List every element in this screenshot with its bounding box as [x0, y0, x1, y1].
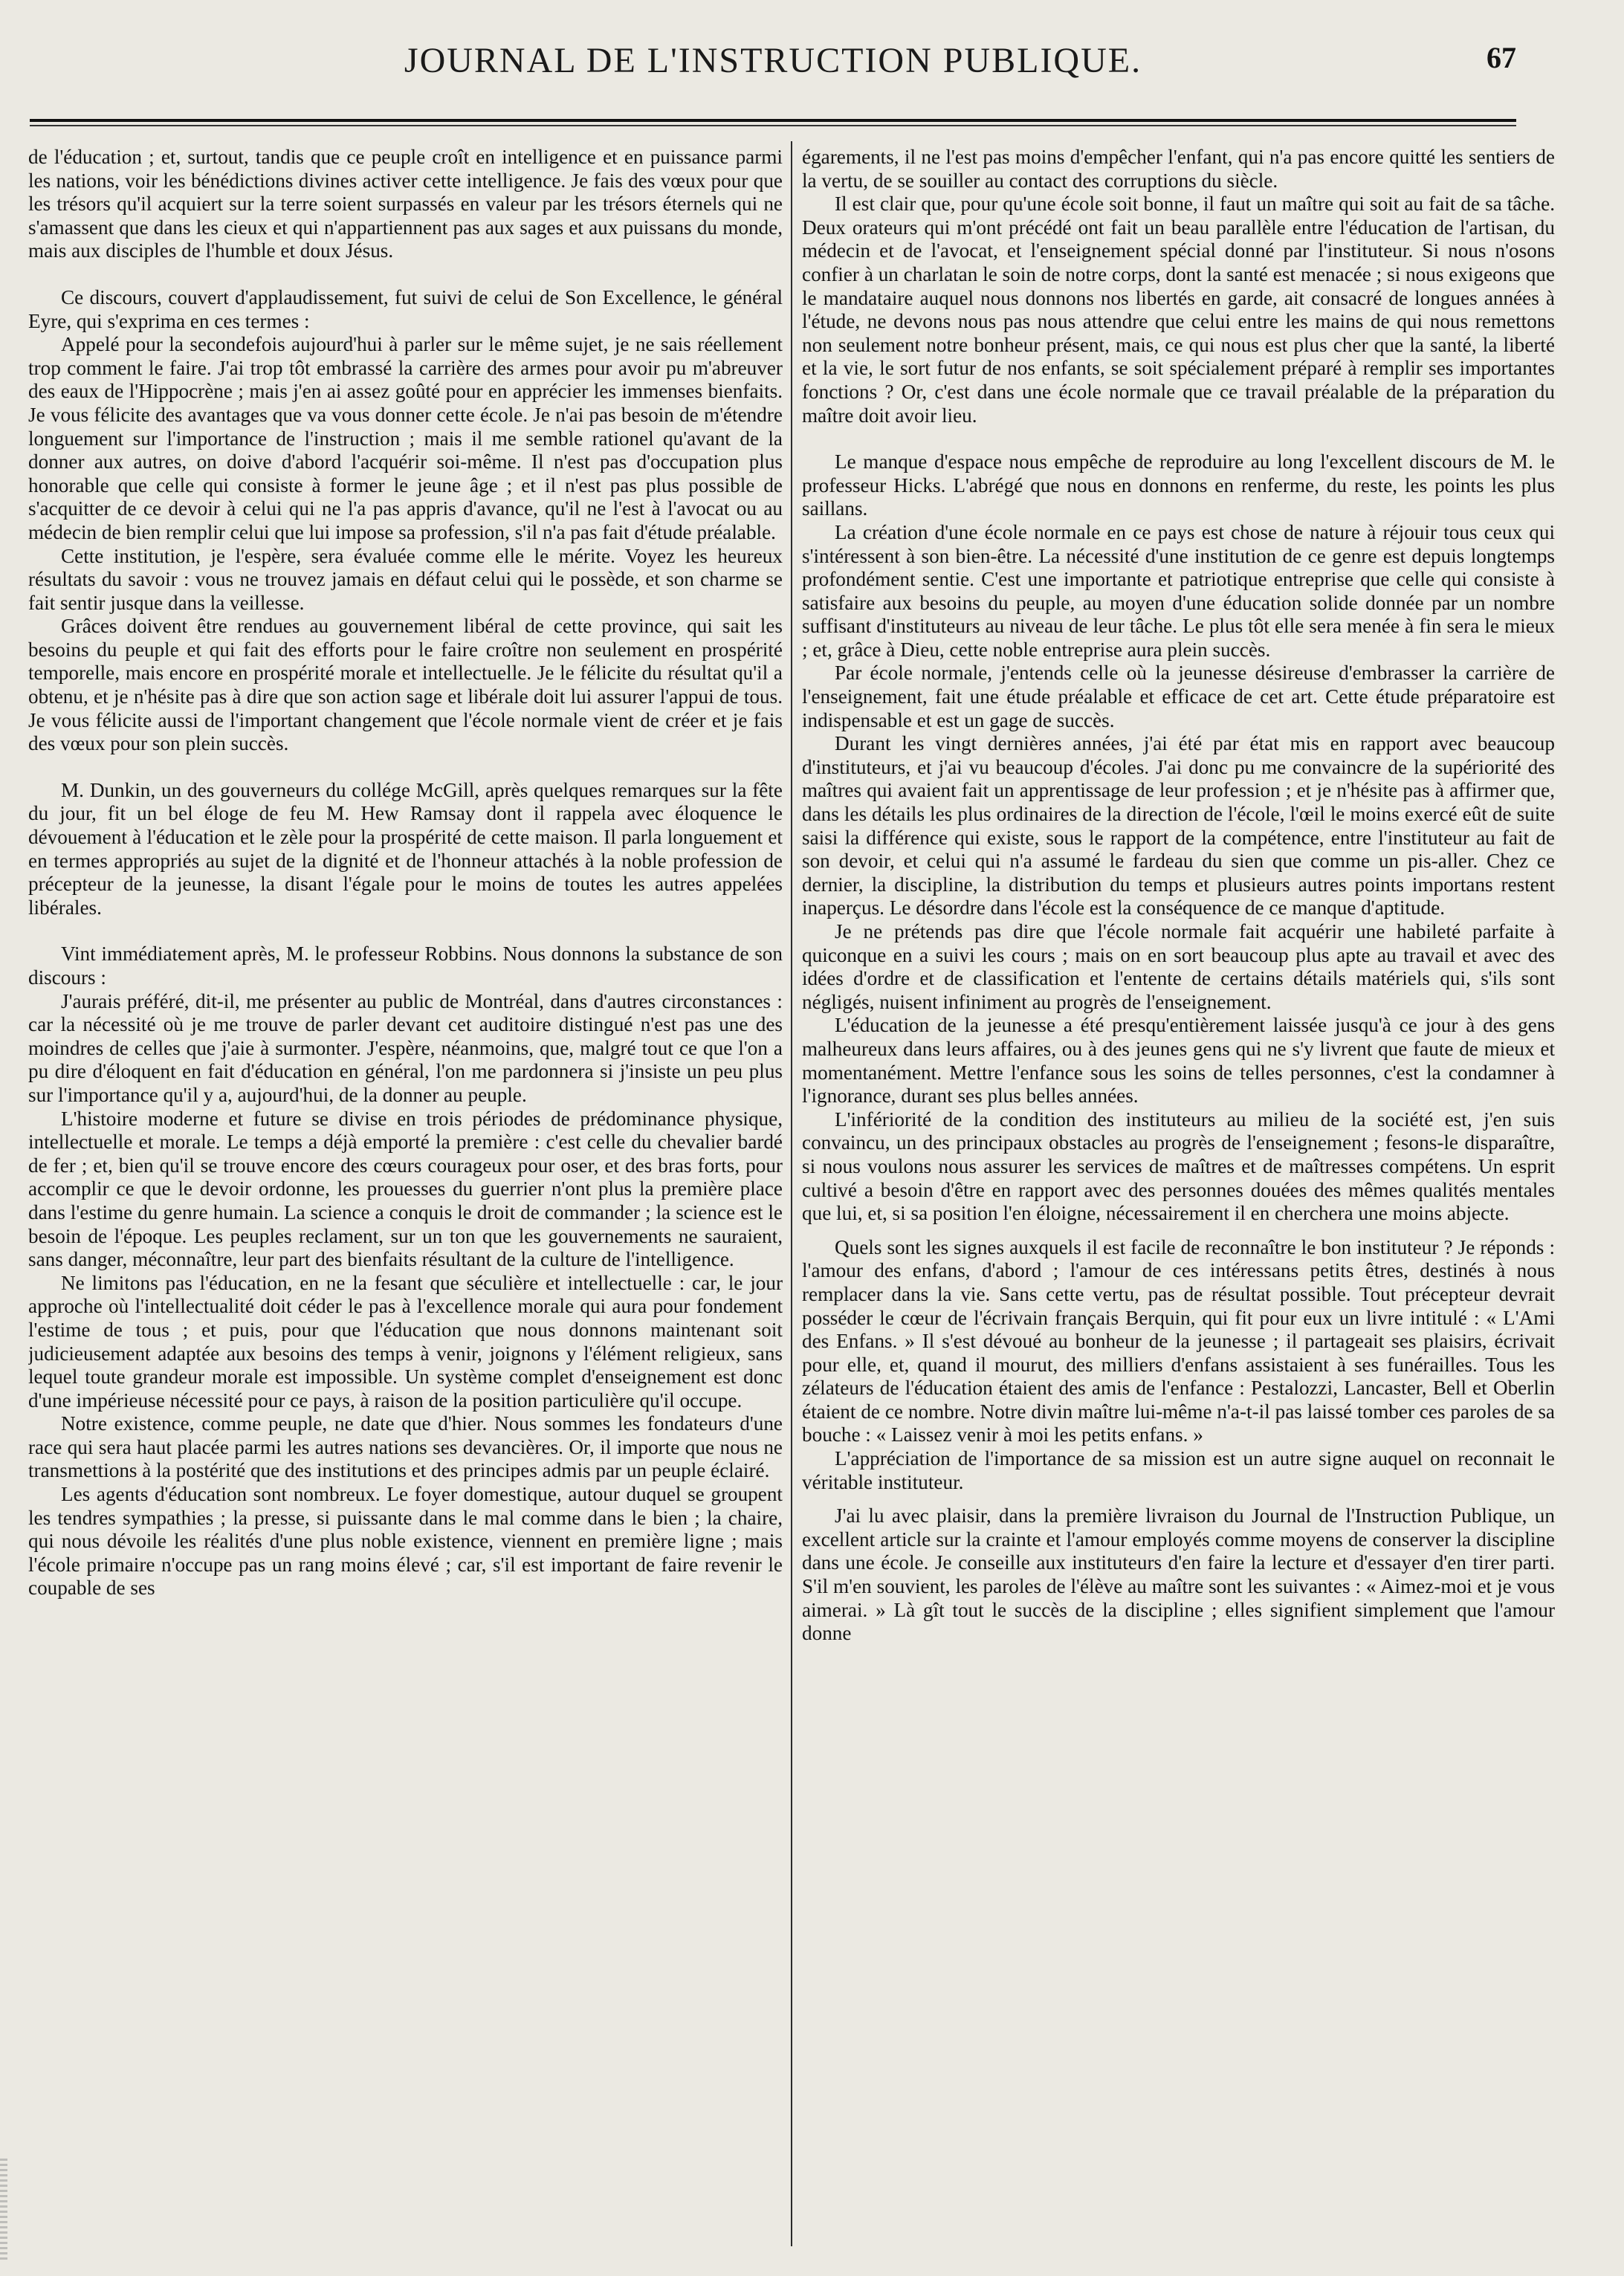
paragraph: Notre existence, comme peuple, ne date que d'hier. Nous sommes les fondateurs d'une race qui sera haut placée parmi les autres nations ses devancières. Or, il importe que nous ne transmettions à la postérité que des institutions et des principes admis par un peuple éclairé. [28, 1412, 783, 1482]
paragraph: J'aurais préféré, dit-il, me présenter au public de Montréal, dans d'autres circonstances : car la nécessité où je me trouve de parler devant cet auditoire distingué n'est pas une des moindres de celles que j'aie à surmonter. J'espère, néanmoins, que, malgré tout ce que l'on a pu dire d'éloquent en fait d'éducation en général, l'on me pardonnera si j'insiste un peu plus sur l'importance qu'il y a, aujourd'hui, de la donner au peuple. [28, 989, 783, 1106]
header-rule-thin [30, 125, 1516, 126]
header-rule-thick [30, 119, 1516, 122]
paragraph: Durant les vingt dernières années, j'ai été par état mis en rapport avec beaucoup d'instituteurs, et j'ai vu beaucoup d'écoles. J'ai donc pu me convaincre de la supériorité des maîtres qui avaient fait un apprentissage de leur profession ; et je n'hésite pas à affirmer que, dans les détails les plus ordinaires de la direction de l'école, l'œil le moins exercé eût de suite saisi la différence qui existe, sous le rapport de la compétence, entre l'instituteur au fait de son devoir, et celui qui n'a assumé le fardeau du sien que comme un pis-aller. Chez ce dernier, la discipline, la distribution du temps et plusieurs autres points importans restent inaperçus. Le désordre dans l'école est la conséquence de ce manque d'aptitude. [802, 732, 1555, 919]
paragraph: Ce discours, couvert d'applaudissement, fut suivi de celui de Son Excellence, le général Eyre, qui s'exprima en ces termes : [28, 285, 783, 332]
paragraph: L'éducation de la jeunesse a été presqu'entièrement laissée jusqu'à ce jour à des gens malheureux dans leurs affaires, ou à des jeunes gens qui ne s'y livrent que faute de mieux et momentanément. Mettre l'enfance sous les soins de telles personnes, c'est la condamner à l'ignorance, durant ses plus belles années. [802, 1014, 1555, 1108]
paragraph: Par école normale, j'entends celle où la jeunesse désireuse d'embrasser la carrière de l'enseignement, fait une étude préalable et efficace de cet art. Cette étude préparatoire est indispensable et est un gage de succès. [802, 662, 1555, 731]
paragraph: de l'éducation ; et, surtout, tandis que ce peuple croît en intelligence et en puissance parmi les nations, voir les bénédictions divines activer cette intelligence. Je fais des vœux pour que les trésors qu'il acquiert sur la terre soient surpassés en valeur par les trésors éternels qui ne s'amassent que dans les cieux et qui n'appartiennent pas aux sages et aux puissans du monde, mais aux disciples de l'humble et doux Jésus. [28, 146, 783, 262]
paragraph: L'appréciation de l'importance de sa mission est un autre signe auquel on reconnait le véritable instituteur. [802, 1447, 1555, 1493]
paragraph: Appelé pour la secondefois aujourd'hui à parler sur le même sujet, je ne sais réellement trop comment le faire. J'ai trop tôt embrassé la carrière des armes pour avoir pu m'abreuver des eaux de l'Hippocrène ; mais j'en ai assez goûté pour en apprécier les immenses bienfaits. Je vous félicite des avantages que va vous donner cette école. Je n'ai pas besoin de m'étendre longuement sur l'importance de l'instruction ; mais il me semble rationel qu'avant de la donner aux autres, on doive d'abord l'acquérir soi-même. Il n'est pas d'occupation plus honorable que celle qui consiste à former le jeune âge ; et il n'est pas plus possible de s'acquitter de ce devoir à celui qui ne l'a pas appris d'avance, qu'il ne l'est à l'avocat ou au médecin de bien remplir celui que lui impose sa profession, s'il n'a pas fait d'étude préalable. [28, 333, 783, 543]
paragraph: Quels sont les signes auxquels il est facile de reconnaître le bon instituteur ? Je réponds : l'amour des enfans, d'abord ; l'amour de ces intéressans petits êtres, destinés à nous remplacer dans la vie. Sans cette vertu, pas de résultat possible. Tout précepteur devrait posséder le cœur de l'écrivain français Berquin, qui fit pour eux un livre intitulé : « L'Ami des Enfans. » Il s'est dévoué au bonheur de la jeunesse ; il partageait ses plaisirs, écrivait pour elle, et, quand il mourut, des milliers d'enfans assistaient à ses funérailles. Tous les zélateurs de l'éducation étaient des amis de l'enfance : Pestalozzi, Lancaster, Bell et Oberlin étaient de ce nombre. Notre divin maître lui-même n'a-t-il pas laissé tomber ces paroles de sa bouche : « Laissez venir à moi les petits enfans. » [802, 1235, 1555, 1446]
paragraph: Les agents d'éducation sont nombreux. Le foyer domestique, autour duquel se groupent les tendres sympathies ; la presse, si puissante dans le mal comme dans le bien ; la chaire, qui nous dévoile les réalités d'une plus noble existence, viennent en première ligne ; mais l'école primaire n'occupe pas un rang moins élevé ; car, s'il est important de faire revenir le coupable de ses [28, 1483, 783, 1600]
paragraph: Le manque d'espace nous empêche de reproduire au long l'excellent discours de M. le professeur Hicks. L'abrégé que nous en donnons en renferme, du reste, les points les plus saillans. [802, 450, 1555, 520]
paragraph: J'ai lu avec plaisir, dans la première livraison du Journal de l'Instruction Publique, un excellent article sur la crainte et l'amour employés comme moyens de conserver la discipline dans une école. Je conseille aux instituteurs d'en faire la lecture et d'essayer d'en tirer parti. S'il m'en souvient, les paroles de l'élève au maître sont les suivantes : « Aimez-moi et je vous aimerai. » Là gît tout le succès de la discipline ; elles signifient simplement que l'amour donne [802, 1504, 1555, 1645]
paragraph: égarements, il ne l'est pas moins d'empêcher l'enfant, qui n'a pas encore quitté les sentiers de la vertu, de se souiller au contact des corruptions du siècle. [802, 146, 1555, 192]
paragraph: Ne limitons pas l'éducation, en ne la fesant que séculière et intellectuelle : car, le jour approche où l'intellectualité doit céder le pas à l'excellence morale qui aura pour fondement l'estime de tous ; et puis, pour que l'éducation que nous donnons maintenant soit judicieusement adaptée aux besoins des temps à venir, joignons y l'élément religieux, sans lequel toute grandeur morale est impossible. Un système complet d'enseignement est donc d'une impérieuse nécessité pour ce pays, à raison de la position particulière qu'il occupe. [28, 1271, 783, 1412]
journal-title: JOURNAL DE L'INSTRUCTION PUBLIQUE. [404, 41, 1142, 80]
paragraph: Grâces doivent être rendues au gouvernement libéral de cette province, qui sait les besoins du peuple et qui fait des efforts pour le faire croître non seulement en prospérité temporelle, mais encore en prospérité morale et intellectuelle. Je le félicite du résultat qu'il a obtenu, et je n'hésite pas à dire que son action sage et libérale doit lui assurer l'appui de tous. Je vous félicite aussi de l'important changement que l'école normale vient de créer et je fais des vœux pour son plein succès. [28, 615, 783, 755]
paragraph: M. Dunkin, un des gouverneurs du collége McGill, après quelques remarques sur la fête du jour, fit un bel éloge de feu M. Hew Ramsay dont il rappela avec éloquence le dévouement à l'éducation et le zèle pour la prospérité de cette maison. Il parla longuement et en termes appropriés au sujet de la dignité et de l'honneur attachés à la noble profession de précepteur de la jeunesse, la disant l'égale pour le moins de toutes les autres appelées libérales. [28, 778, 783, 919]
page-number: 67 [1486, 41, 1516, 74]
paragraph: Vint immédiatement après, M. le professeur Robbins. Nous donnons la substance de son discours : [28, 943, 783, 989]
paragraph: L'histoire moderne et future se divise en trois périodes de prédominance physique, intellectuelle et morale. Le temps a déjà emporté la première : c'est celle du chevalier bardé de fer ; et, bien qu'il se trouve encore des cœurs courageux pour oser, et des bras forts, pour accomplir ce que le devoir ordonne, les prouesses du guerrier n'ont plus la première place dans l'estime du genre humain. La science a conquis le droit de commander ; la science est le besoin de l'époque. Les peuples reclament, sur un ton que les gouvernements ne sauraient, sans danger, méconnaître, leur part des bienfaits résultant de la culture de l'intelligence. [28, 1107, 783, 1271]
paragraph: La création d'une école normale en ce pays est chose de nature à réjouir tous ceux qui s'intéressent à son bien-être. La nécessité d'une institution de ce genre est depuis longtemps profondément sentie. C'est une importante et patriotique entreprise que celle qui consiste à satisfaire aux besoins du peuple, au moyen d'une éducation solide donnée par un nombre suffisant d'instituteurs au niveau de leur tâche. Le plus tôt elle sera menée à fin sera le mieux ; et, grâce à Dieu, cette noble entreprise aura plein succès. [802, 520, 1555, 661]
right-column [802, 146, 1555, 2242]
scan-edge-artifact [0, 2156, 7, 2260]
paragraph: L'infériorité de la condition des instituteurs au milieu de la société est, j'en suis convaincu, un des principaux obstacles au progrès de l'enseignement ; fesons-le disparaître, si nous voulons nous assurer les services de maîtres et de maîtresses compétens. Un esprit cultivé a besoin d'être en rapport avec des personnes douées des mêmes qualités mentales que lui, et, si sa position l'en éloigne, nécessairement il en cherchera une moins abjecte. [802, 1108, 1555, 1225]
column-divider [791, 141, 792, 2246]
paragraph: Cette institution, je l'espère, sera évaluée comme elle le mérite. Voyez les heureux résultats du savoir : vous ne trouvez jamais en défaut celui qui le possède, et son charme se fait sentir jusque dans la veillesse. [28, 544, 783, 614]
page-header [30, 40, 1516, 85]
left-column [28, 146, 783, 2242]
paragraph: Il est clair que, pour qu'une école soit bonne, il faut un maître qui soit au fait de sa tâche. Deux orateurs qui m'ont précédé ont fait un beau parallèle entre l'éducation de l'artisan, du médecin et de l'avocat, et l'enseignement spécial donné par l'instituteur. Si nous n'osons confier à un charlatan le soin de notre corps, dont la santé est menacée ; si nous exigeons que le mandataire auquel nous donnons nos libertés en garde, ait consacré de longues années à l'étude, ne devons nous pas nous attendre que celui entre les mains de qui nous remettons non seulement notre bonheur présent, mais, ce qui nous est plus cher que la santé, la liberté et la vie, le sort futur de nos enfants, se soit spécialement préparé à remplir ses importantes fonctions ? Or, c'est dans une école normale que ce travail préalable de la préparation du maître doit avoir lieu. [802, 193, 1555, 427]
paragraph: Je ne prétends pas dire que l'école normale fait acquérir une habileté parfaite à quiconque en a suivi les cours ; mais on en sort beaucoup plus apte au travail et avec des idées d'ordre et de classification et l'entente de certains détails matériels qui, s'ils sont négligés, nuisent infiniment au progrès de l'enseignement. [802, 920, 1555, 1013]
